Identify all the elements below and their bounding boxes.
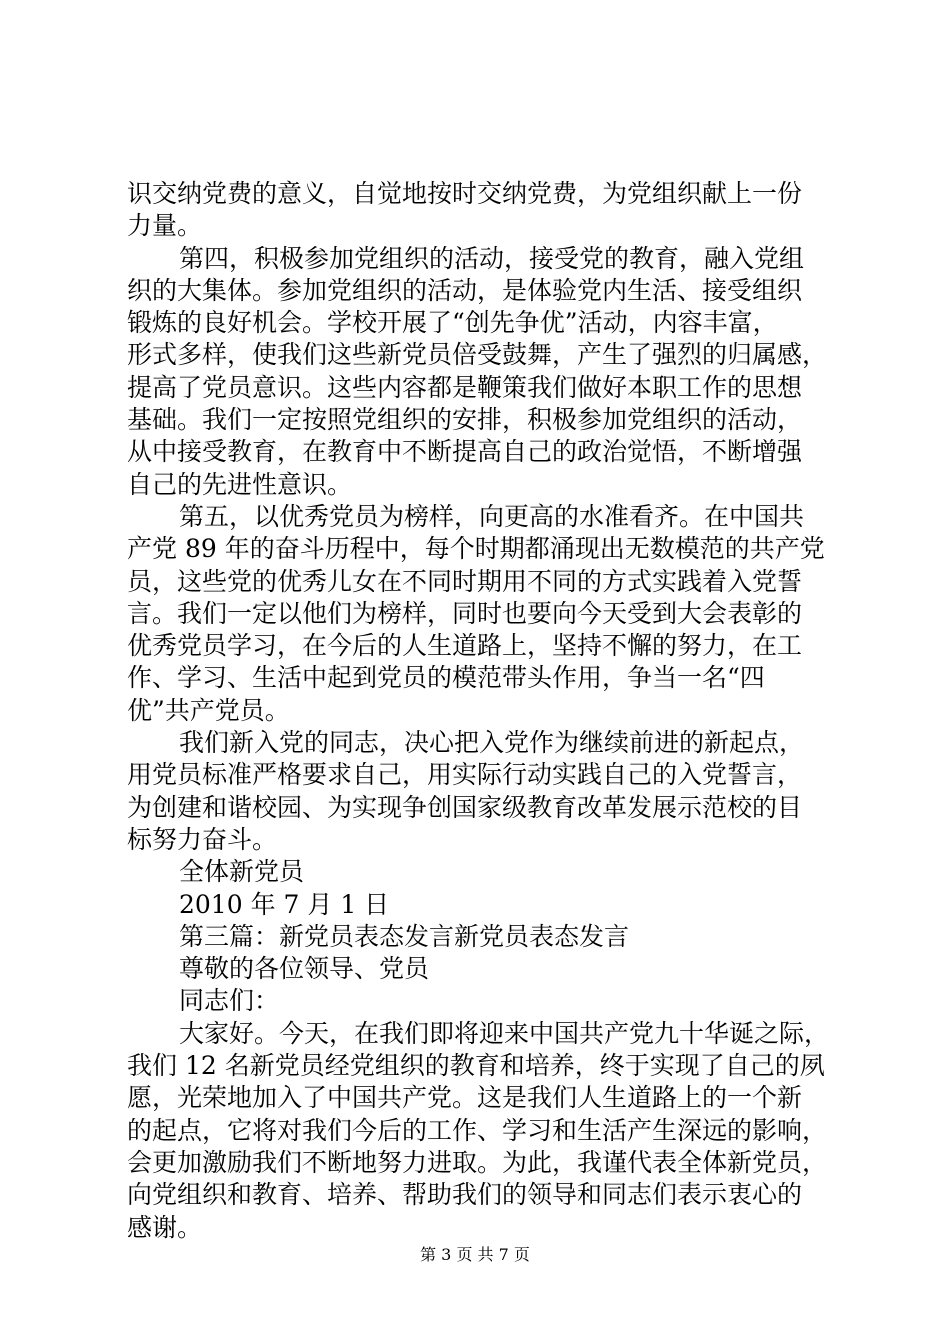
text-line: 同志们： — [179, 986, 280, 1016]
text-line: 第四，积极参加党组织的活动，接受党的教育，融入党组 — [179, 243, 805, 273]
text-line: 优”共产党员。 — [127, 695, 290, 725]
text-line: 第三篇：新党员表态发言新党员表态发言 — [179, 921, 630, 951]
text-line: 会更加激励我们不断地努力进取。为此，我谨代表全体新党员， — [127, 1147, 828, 1177]
text-line: 从中接受教育，在教育中不断提高自己的政治觉悟，不断增强 — [127, 437, 803, 467]
document-body — [127, 178, 847, 1244]
text-line: 感谢。 — [127, 1212, 203, 1242]
text-line: 优秀党员学习，在今后的人生道路上，坚持不懈的努力，在工 — [127, 631, 803, 661]
text-line: 用党员标准严格要求自己，用实际行动实践自己的入党誓言， — [127, 760, 803, 790]
text-line: 愿，光荣地加入了中国共产党。这是我们人生道路上的一个新 — [127, 1083, 803, 1113]
text-line: 第五，以优秀党员为榜样，向更高的水准看齐。在中国共 — [179, 501, 805, 531]
text-line: 员，这些党的优秀儿女在不同时期用不同的方式实践着入党誓 — [127, 566, 803, 596]
text-line: 我们 12 名新党员经党组织的教育和培养，终于实现了自己的夙 — [127, 1051, 825, 1081]
text-line: 为创建和谐校园、为实现争创国家级教育改革发展示范校的目 — [127, 792, 803, 822]
text-line: 基础。我们一定按照党组织的安排，积极参加党组织的活动， — [127, 405, 803, 435]
text-line: 提高了党员意识。这些内容都是鞭策我们做好本职工作的思想 — [127, 372, 803, 402]
text-line: 形式多样，使我们这些新党员倍受鼓舞，产生了强烈的归属感， — [127, 340, 828, 370]
text-line: 标努力奋斗。 — [127, 824, 278, 854]
text-line: 全体新党员 — [179, 857, 305, 887]
text-line: 2010 年 7 月 1 日 — [179, 889, 390, 919]
text-line: 自己的先进性意识。 — [127, 469, 353, 499]
page-footer: 第 3 页 共 7 页 — [420, 1245, 530, 1264]
text-line: 锻炼的良好机会。学校开展了“创先争优”活动，内容丰富， — [127, 308, 778, 338]
text-line: 我们新入党的同志，决心把入党作为继续前进的新起点， — [179, 728, 805, 758]
text-line: 作、学习、生活中起到党员的模范带头作用，争当一名“四 — [127, 663, 765, 693]
text-line: 言。我们一定以他们为榜样，同时也要向今天受到大会表彰的 — [127, 598, 803, 628]
text-line: 力量。 — [127, 211, 203, 241]
text-line: 大家好。今天，在我们即将迎来中国共产党九十华诞之际， — [179, 1018, 830, 1048]
text-line: 识交纳党费的意义，自觉地按时交纳党费，为党组织献上一份 — [127, 179, 803, 208]
text-line: 的起点，它将对我们今后的工作、学习和生活产生深远的影响， — [127, 1115, 828, 1145]
text-line: 尊敬的各位领导、党员 — [179, 954, 430, 984]
text-line: 产党 89 年的奋斗历程中，每个时期都涌现出无数模范的共产党 — [127, 534, 825, 564]
text-line: 向党组织和教育、培养、帮助我们的领导和同志们表示衷心的 — [127, 1180, 803, 1210]
text-line: 织的大集体。参加党组织的活动，是体验党内生活、接受组织 — [127, 275, 803, 305]
